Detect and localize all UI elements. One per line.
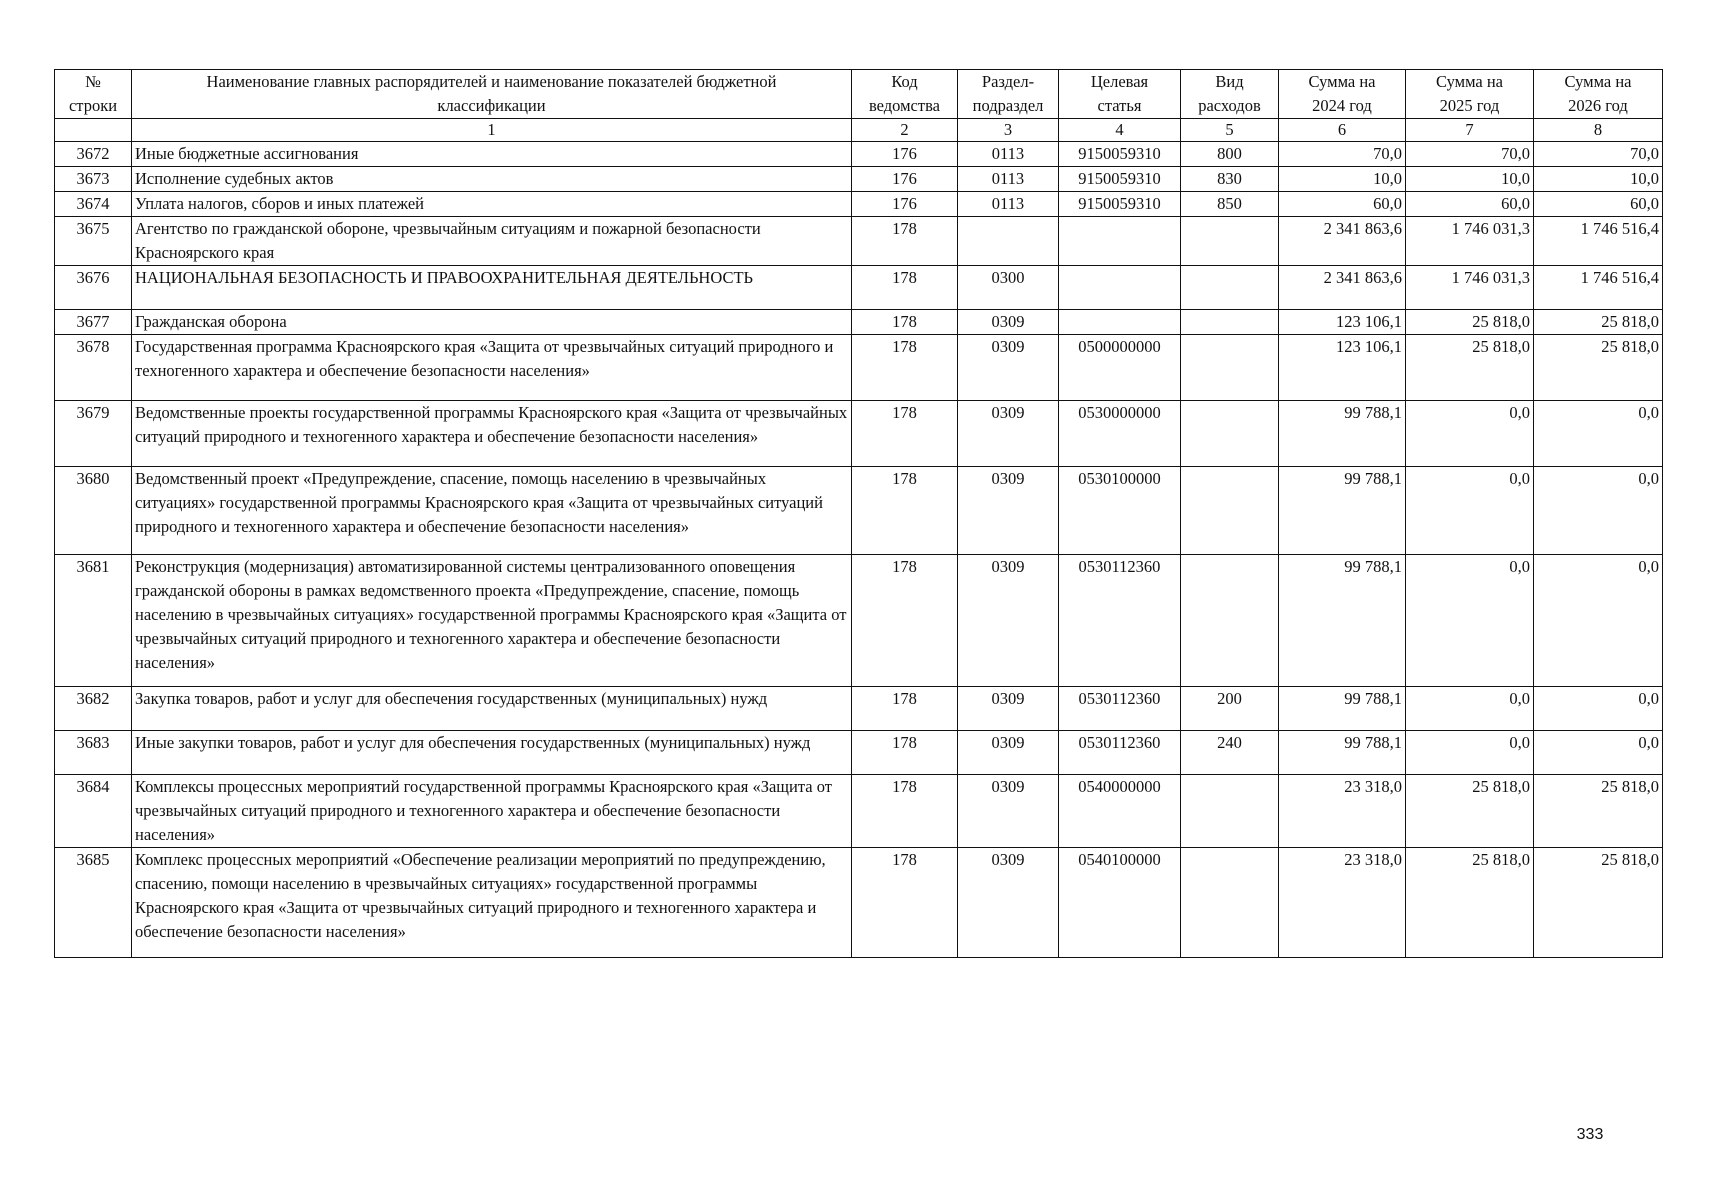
row-number: 3673	[55, 167, 132, 192]
header-row-number: № строки	[55, 70, 132, 119]
table-row	[55, 848, 1663, 958]
sum-2026: 25 818,0	[1534, 775, 1663, 848]
table-row	[55, 775, 1663, 848]
target-item-code	[1059, 266, 1181, 310]
expense-type-code	[1181, 401, 1279, 467]
column-number: 4	[1059, 119, 1181, 142]
row-number: 3677	[55, 310, 132, 335]
header-target-item: Целевая статья	[1059, 70, 1181, 119]
department-code: 178	[852, 848, 958, 958]
column-number: 5	[1181, 119, 1279, 142]
expense-type-code: 800	[1181, 142, 1279, 167]
section-code: 0300	[958, 266, 1059, 310]
table-row	[55, 192, 1663, 217]
section-code: 0309	[958, 775, 1059, 848]
row-name: Комплексы процессных мероприятий государственной программы Красноярского края «Защита от чрезвычайных ситуаций природного и техногенного характера и обеспечение безопасности населения»	[132, 775, 852, 848]
sum-2026: 60,0	[1534, 192, 1663, 217]
expense-type-code	[1181, 310, 1279, 335]
row-name: Гражданская оборона	[132, 310, 852, 335]
section-code: 0309	[958, 401, 1059, 467]
sum-2024: 10,0	[1279, 167, 1406, 192]
target-item-code: 0540000000	[1059, 775, 1181, 848]
sum-2024: 70,0	[1279, 142, 1406, 167]
sum-2025: 25 818,0	[1406, 848, 1534, 958]
header-sum-2026: Сумма на 2026 год	[1534, 70, 1663, 119]
column-number: 1	[132, 119, 852, 142]
department-code: 178	[852, 310, 958, 335]
section-code: 0309	[958, 731, 1059, 775]
sum-2024: 23 318,0	[1279, 848, 1406, 958]
sum-2026: 0,0	[1534, 731, 1663, 775]
row-name: НАЦИОНАЛЬНАЯ БЕЗОПАСНОСТЬ И ПРАВООХРАНИТЕЛЬНАЯ ДЕЯТЕЛЬНОСТЬ	[132, 266, 852, 310]
sum-2026: 10,0	[1534, 167, 1663, 192]
expense-type-code	[1181, 335, 1279, 401]
row-name: Закупка товаров, работ и услуг для обеспечения государственных (муниципальных) нужд	[132, 687, 852, 731]
column-number-row	[55, 119, 1663, 142]
sum-2024: 123 106,1	[1279, 310, 1406, 335]
table-header-row	[55, 70, 1663, 119]
sum-2025: 0,0	[1406, 467, 1534, 555]
column-number: 3	[958, 119, 1059, 142]
target-item-code: 9150059310	[1059, 142, 1181, 167]
table-row	[55, 555, 1663, 687]
header-department-code: Код ведомства	[852, 70, 958, 119]
column-number: 7	[1406, 119, 1534, 142]
row-name: Уплата налогов, сборов и иных платежей	[132, 192, 852, 217]
row-name: Иные закупки товаров, работ и услуг для обеспечения государственных (муниципальных) нужд	[132, 731, 852, 775]
sum-2025: 25 818,0	[1406, 310, 1534, 335]
row-number: 3672	[55, 142, 132, 167]
section-code: 0113	[958, 167, 1059, 192]
sum-2025: 60,0	[1406, 192, 1534, 217]
target-item-code	[1059, 310, 1181, 335]
department-code: 178	[852, 401, 958, 467]
sum-2026: 70,0	[1534, 142, 1663, 167]
expense-type-code	[1181, 775, 1279, 848]
row-number: 3684	[55, 775, 132, 848]
header-expense-type: Вид расходов	[1181, 70, 1279, 119]
section-code: 0309	[958, 555, 1059, 687]
column-number	[55, 119, 132, 142]
row-number: 3674	[55, 192, 132, 217]
table-row	[55, 217, 1663, 266]
target-item-code: 9150059310	[1059, 192, 1181, 217]
column-number: 6	[1279, 119, 1406, 142]
expense-type-code: 830	[1181, 167, 1279, 192]
budget-table	[54, 69, 1663, 958]
expense-type-code	[1181, 848, 1279, 958]
sum-2026: 25 818,0	[1534, 310, 1663, 335]
table-body	[55, 142, 1663, 958]
sum-2026: 1 746 516,4	[1534, 266, 1663, 310]
section-code: 0113	[958, 192, 1059, 217]
target-item-code: 0530100000	[1059, 467, 1181, 555]
sum-2024: 99 788,1	[1279, 731, 1406, 775]
target-item-code: 0530112360	[1059, 555, 1181, 687]
sum-2025: 25 818,0	[1406, 775, 1534, 848]
row-number: 3681	[55, 555, 132, 687]
header-sum-2025: Сумма на 2025 год	[1406, 70, 1534, 119]
department-code: 178	[852, 775, 958, 848]
row-number: 3679	[55, 401, 132, 467]
header-name: Наименование главных распорядителей и наименование показателей бюджетной классификации	[132, 70, 852, 119]
sum-2024: 60,0	[1279, 192, 1406, 217]
row-name: Ведомственные проекты государственной программы Красноярского края «Защита от чрезвычайных ситуаций природного и техногенного характера и обеспечение безопасности населения»	[132, 401, 852, 467]
table-row	[55, 310, 1663, 335]
sum-2025: 70,0	[1406, 142, 1534, 167]
sum-2025: 10,0	[1406, 167, 1534, 192]
department-code: 178	[852, 731, 958, 775]
row-name: Ведомственный проект «Предупреждение, спасение, помощь населению в чрезвычайных ситуациях» государственной программы Красноярского края «Защита от чрезвычайных ситуаций природного и техногенного характера и обеспечение безопасности населения»	[132, 467, 852, 555]
sum-2025: 0,0	[1406, 731, 1534, 775]
row-number: 3683	[55, 731, 132, 775]
target-item-code: 9150059310	[1059, 167, 1181, 192]
expense-type-code	[1181, 555, 1279, 687]
section-code	[958, 217, 1059, 266]
section-code: 0113	[958, 142, 1059, 167]
sum-2024: 2 341 863,6	[1279, 217, 1406, 266]
table-row	[55, 401, 1663, 467]
table-row	[55, 335, 1663, 401]
department-code: 178	[852, 687, 958, 731]
section-code: 0309	[958, 848, 1059, 958]
table-row	[55, 731, 1663, 775]
sum-2026: 25 818,0	[1534, 335, 1663, 401]
sum-2026: 0,0	[1534, 687, 1663, 731]
sum-2025: 0,0	[1406, 687, 1534, 731]
section-code: 0309	[958, 687, 1059, 731]
sum-2024: 99 788,1	[1279, 401, 1406, 467]
row-name: Агентство по гражданской обороне, чрезвычайным ситуациям и пожарной безопасности Красноярского края	[132, 217, 852, 266]
row-number: 3676	[55, 266, 132, 310]
sum-2026: 25 818,0	[1534, 848, 1663, 958]
target-item-code: 0530112360	[1059, 687, 1181, 731]
sum-2024: 123 106,1	[1279, 335, 1406, 401]
table-row	[55, 266, 1663, 310]
department-code: 178	[852, 217, 958, 266]
department-code: 178	[852, 335, 958, 401]
sum-2025: 0,0	[1406, 555, 1534, 687]
sum-2024: 23 318,0	[1279, 775, 1406, 848]
expense-type-code: 850	[1181, 192, 1279, 217]
table-row	[55, 467, 1663, 555]
table-row	[55, 687, 1663, 731]
row-name: Комплекс процессных мероприятий «Обеспечение реализации мероприятий по предупреждению, спасению, помощи населению в чрезвычайных ситуациях» государственной программы Красноярского края «Защита от чрезвычайных ситуаций природного и техногенного характера и обеспечение безопасности населения»	[132, 848, 852, 958]
expense-type-code: 240	[1181, 731, 1279, 775]
department-code: 176	[852, 192, 958, 217]
department-code: 178	[852, 467, 958, 555]
sum-2026: 0,0	[1534, 401, 1663, 467]
row-name: Иные бюджетные ассигнования	[132, 142, 852, 167]
expense-type-code	[1181, 266, 1279, 310]
header-section: Раздел- подраздел	[958, 70, 1059, 119]
target-item-code	[1059, 217, 1181, 266]
sum-2025: 1 746 031,3	[1406, 217, 1534, 266]
section-code: 0309	[958, 310, 1059, 335]
sum-2025: 25 818,0	[1406, 335, 1534, 401]
row-name: Исполнение судебных актов	[132, 167, 852, 192]
department-code: 178	[852, 266, 958, 310]
column-number: 2	[852, 119, 958, 142]
row-number: 3675	[55, 217, 132, 266]
department-code: 178	[852, 555, 958, 687]
sum-2024: 2 341 863,6	[1279, 266, 1406, 310]
sum-2026: 0,0	[1534, 555, 1663, 687]
row-number: 3685	[55, 848, 132, 958]
target-item-code: 0540100000	[1059, 848, 1181, 958]
row-number: 3680	[55, 467, 132, 555]
target-item-code: 0530000000	[1059, 401, 1181, 467]
column-number: 8	[1534, 119, 1663, 142]
row-number: 3678	[55, 335, 132, 401]
section-code: 0309	[958, 467, 1059, 555]
sum-2024: 99 788,1	[1279, 687, 1406, 731]
sum-2024: 99 788,1	[1279, 467, 1406, 555]
department-code: 176	[852, 167, 958, 192]
row-name: Государственная программа Красноярского края «Защита от чрезвычайных ситуаций природного и техногенного характера и обеспечение безопасности населения»	[132, 335, 852, 401]
section-code: 0309	[958, 335, 1059, 401]
page-number: 333	[1576, 1126, 1604, 1143]
row-number: 3682	[55, 687, 132, 731]
table-row	[55, 142, 1663, 167]
expense-type-code	[1181, 467, 1279, 555]
row-name: Реконструкция (модернизация) автоматизированной системы централизованного оповещения гражданской обороны в рамках ведомственного проекта «Предупреждение, спасение, помощь населению в чрезвычайных ситуациях» государственной программы Красноярского края «Защита от чрезвычайных ситуаций природного и техногенного характера и обеспечение безопасности населения»	[132, 555, 852, 687]
expense-type-code: 200	[1181, 687, 1279, 731]
sum-2026: 1 746 516,4	[1534, 217, 1663, 266]
sum-2025: 0,0	[1406, 401, 1534, 467]
expense-type-code	[1181, 217, 1279, 266]
table-row	[55, 167, 1663, 192]
sum-2025: 1 746 031,3	[1406, 266, 1534, 310]
sum-2026: 0,0	[1534, 467, 1663, 555]
department-code: 176	[852, 142, 958, 167]
target-item-code: 0500000000	[1059, 335, 1181, 401]
sum-2024: 99 788,1	[1279, 555, 1406, 687]
target-item-code: 0530112360	[1059, 731, 1181, 775]
header-sum-2024: Сумма на 2024 год	[1279, 70, 1406, 119]
